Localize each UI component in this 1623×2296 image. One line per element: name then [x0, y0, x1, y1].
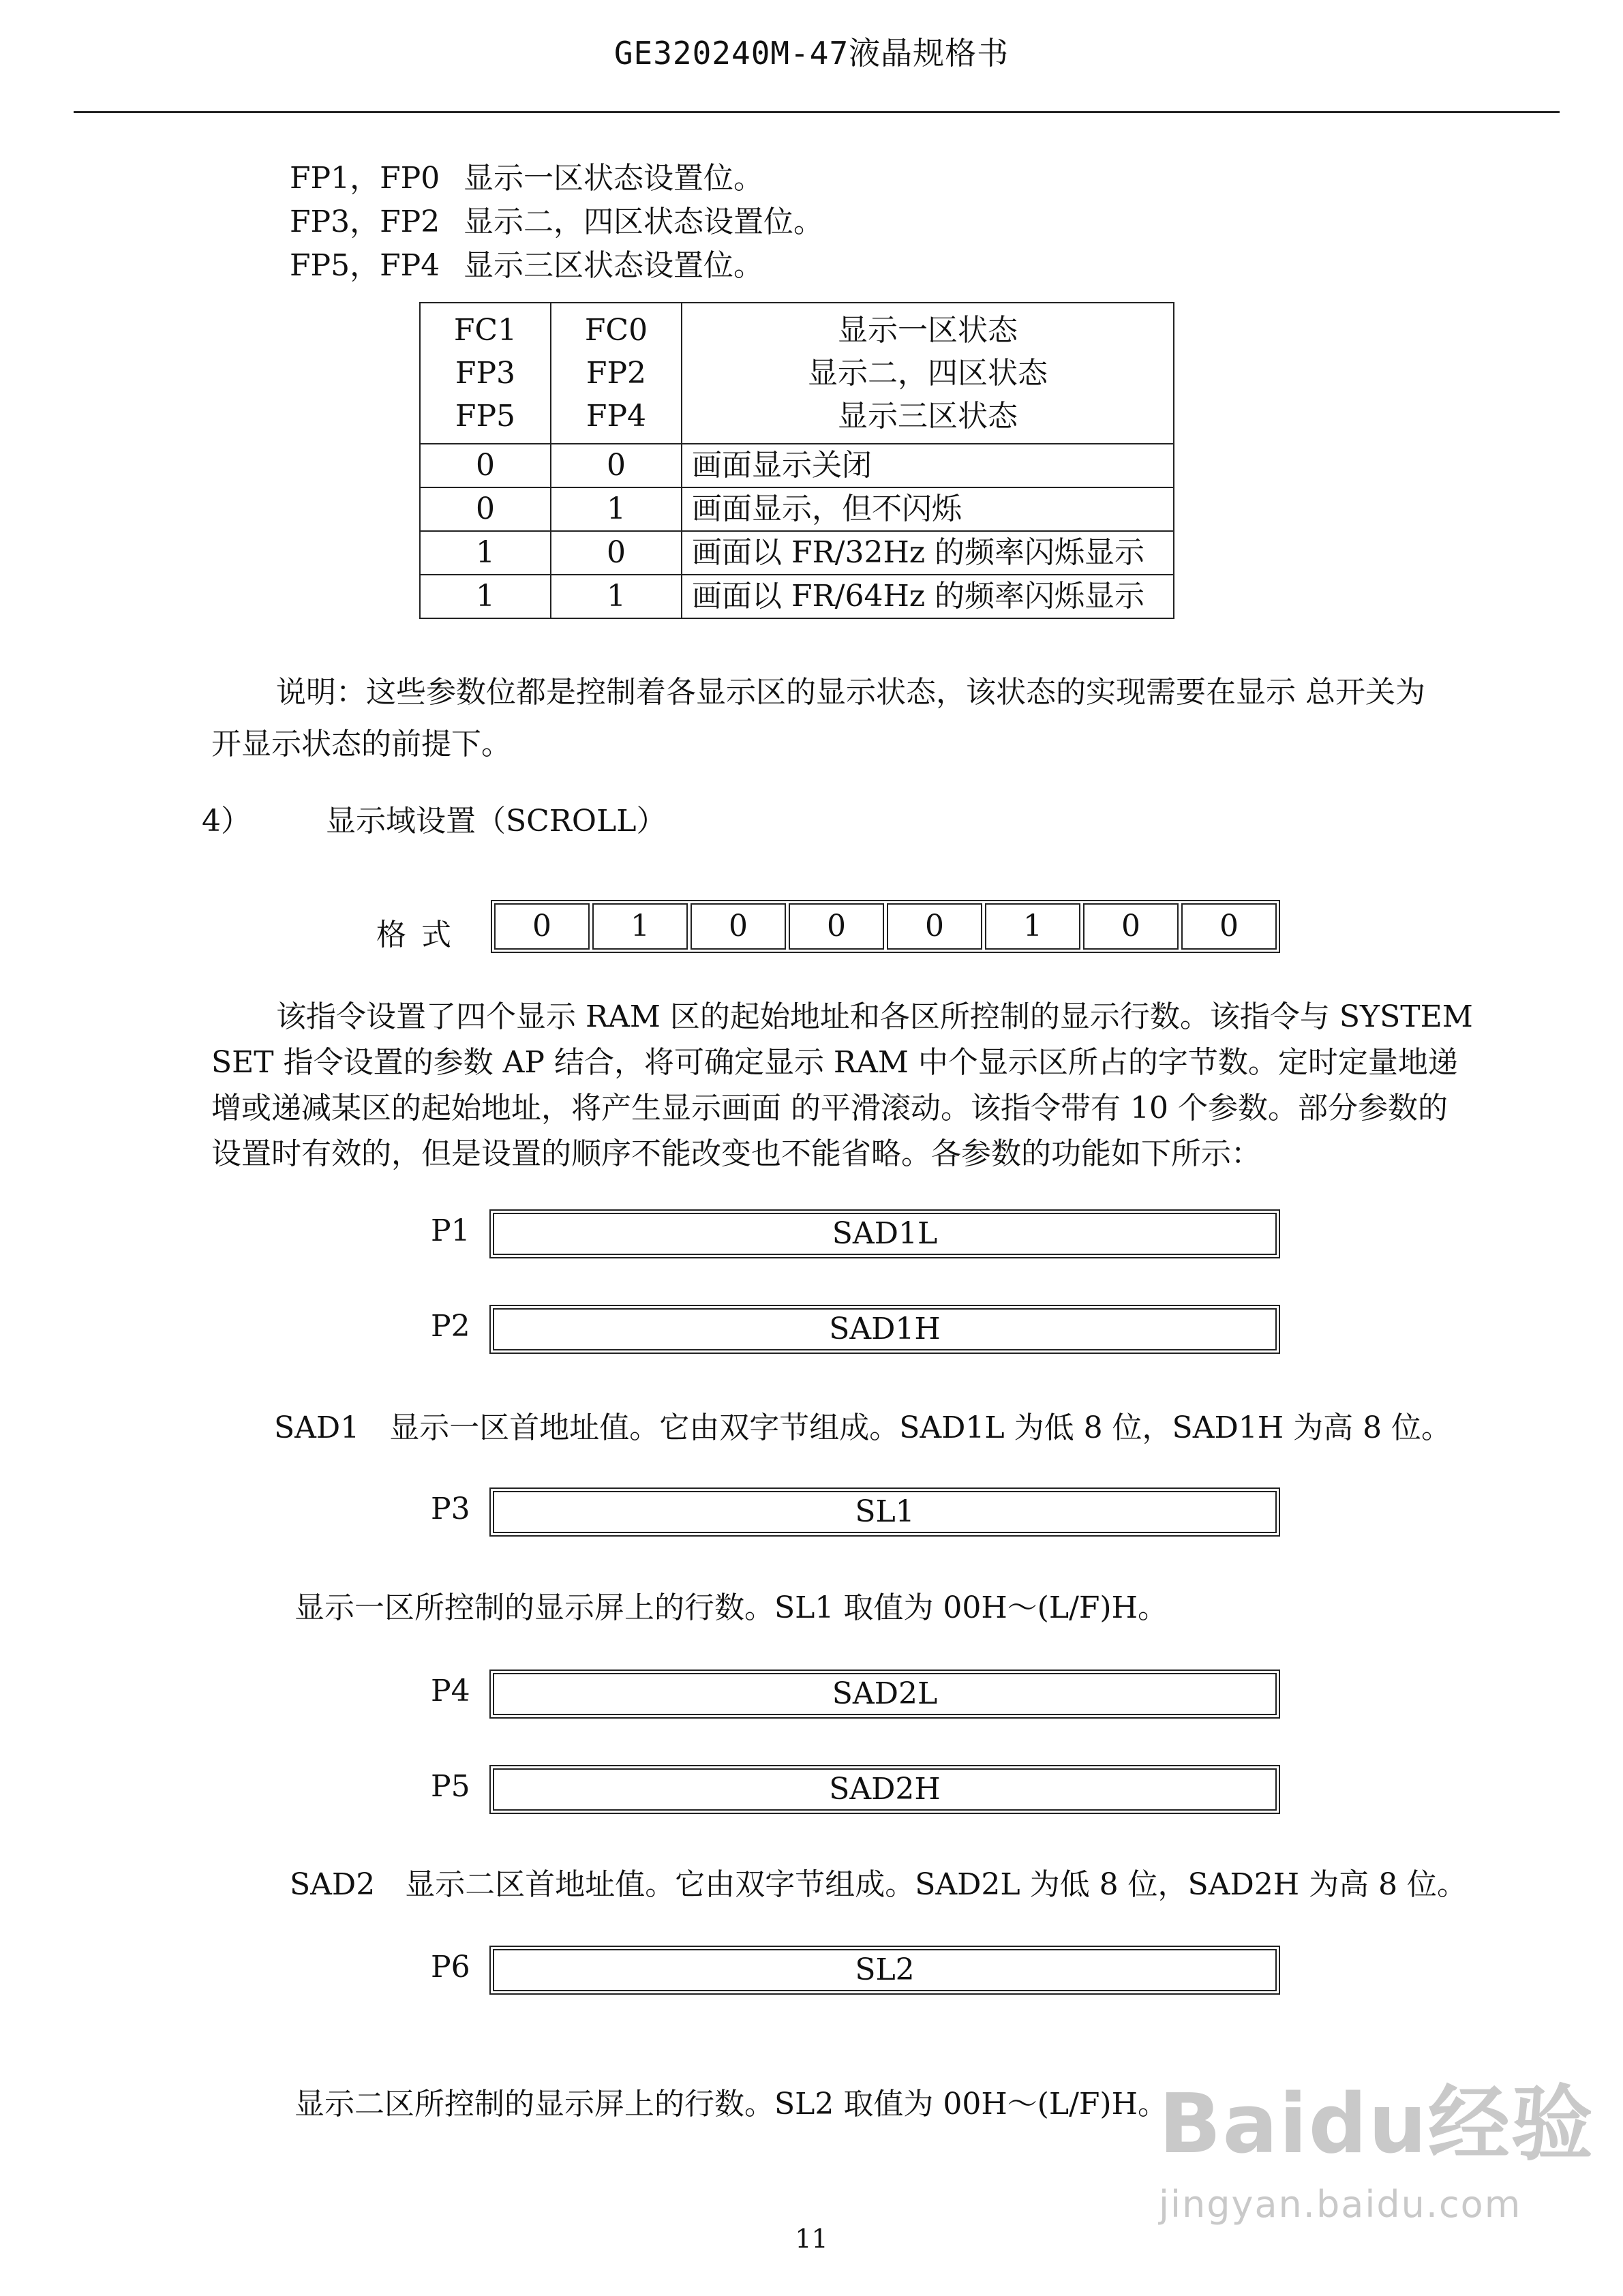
note-paragraph: 说明：这些参数位都是控制着各显示区的显示状态，该状态的实现需要在显示 总开关为 开显示状态的前提下。	[211, 675, 1425, 761]
param-label-p6: P6	[431, 1950, 470, 1984]
param-box-p1: SAD1L	[489, 1209, 1280, 1258]
fp-line-3	[290, 245, 763, 286]
format-bit: 0	[494, 903, 590, 950]
param-box-p4: SAD2L	[489, 1670, 1280, 1719]
page-number: 11	[795, 2224, 828, 2254]
param-label-p3: P3	[431, 1492, 470, 1526]
table-header-row	[420, 303, 1174, 444]
fp-text: 显示一区状态设置位。	[464, 161, 763, 196]
format-bit: 0	[691, 903, 786, 950]
table-row: 1 0 画面以 FR/32Hz 的频率闪烁显示	[420, 531, 1174, 575]
format-bit-row	[491, 900, 1280, 953]
param-label-p2: P2	[431, 1309, 470, 1344]
header-col-3: 显示一区状态 显示二，四区状态 显示三区状态	[682, 303, 1174, 444]
fp-key: FP5，FP4	[290, 248, 440, 283]
format-bit: 0	[887, 903, 982, 950]
format-bit: 1	[592, 903, 688, 950]
format-bit: 0	[789, 903, 884, 950]
fp-text: 显示二，四区状态设置位。	[464, 205, 823, 239]
section-heading	[202, 796, 666, 840]
fp-key: FP1，FP0	[290, 161, 440, 196]
description-paragraph: 该指令设置了四个显示 RAM 区的起始地址和各区所控制的显示行数。该指令与 SYSTEM SET 指令设置的参数 AP 结合，将可确定显示 RAM 中个显示区所占的字节数。定时定量地递 增或递减某区的起始地址，将产生显示画面 的平滑滚动。该指令带有 10 个参数。部分参数的 设置时有效的，但是设置的顺序不能改变也不能省略。各参数的功能如下所示：	[211, 999, 1473, 1171]
header-rule	[74, 111, 1560, 113]
format-bit: 0	[1181, 903, 1277, 950]
table-row: 0 0 画面显示关闭	[420, 444, 1174, 487]
document-header: GE320240M-47液晶规格书	[613, 35, 1010, 72]
section-number: 4）	[202, 804, 251, 839]
format-bit: 1	[985, 903, 1080, 950]
fp-line-1	[290, 158, 763, 199]
sad1-explanation: SAD1 显示一区首地址值。它由双字节组成。SAD1L 为低 8 位，SAD1H 为高 8 位。	[274, 1410, 1452, 1445]
format-bit: 0	[1083, 903, 1179, 950]
header-col-2: FC0 FP2 FP4	[551, 303, 682, 444]
param-label-p1: P1	[431, 1213, 470, 1248]
watermark-url: jingyan.baidu.com	[1159, 2183, 1522, 2226]
table-row: 0 1 画面显示，但不闪烁	[420, 487, 1174, 531]
header-col-1: FC1 FP3 FP5	[420, 303, 551, 444]
section-title: 显示域设置（SCROLL）	[326, 804, 667, 839]
param-box-p5: SAD2H	[489, 1765, 1280, 1814]
param-label-p4: P4	[431, 1674, 470, 1708]
param-label-p5: P5	[431, 1769, 470, 1804]
fp-text: 显示三区状态设置位。	[464, 248, 763, 283]
format-label: 格式	[376, 918, 466, 952]
fp-status-table	[419, 302, 1174, 619]
param-box-p2: SAD1H	[489, 1305, 1280, 1354]
sad2-explanation: SAD2 显示二区首地址值。它由双字节组成。SAD2L 为低 8 位，SAD2H 为高 8 位。	[290, 1867, 1468, 1902]
sl2-explanation: 显示二区所控制的显示屏上的行数。SL2 取值为 00H～(L/F)H。	[294, 2087, 1168, 2121]
param-box-p6: SL2	[489, 1946, 1280, 1995]
baidu-watermark	[1159, 2059, 1594, 2226]
sl1-explanation: 显示一区所控制的显示屏上的行数。SL1 取值为 00H～(L/F)H。	[294, 1590, 1168, 1625]
table-row: 1 1 画面以 FR/64Hz 的频率闪烁显示	[420, 575, 1174, 618]
param-box-p3: SL1	[489, 1487, 1280, 1537]
fp-line-2	[290, 202, 823, 243]
fp-key: FP3，FP2	[290, 205, 440, 239]
watermark-brand: Baidu经验	[1159, 2077, 1594, 2172]
